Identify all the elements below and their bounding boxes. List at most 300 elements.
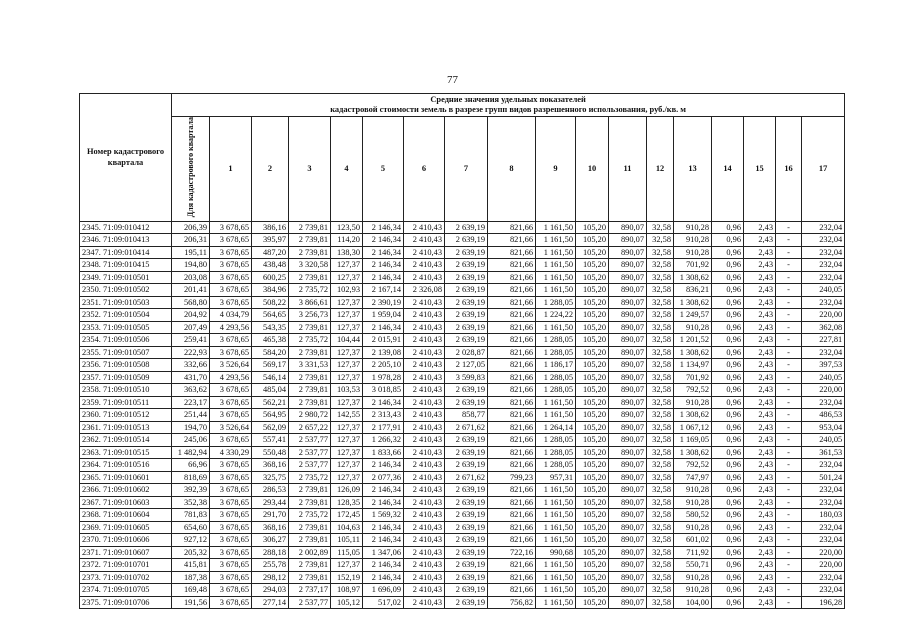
table-row — [80, 421, 845, 434]
table-cell: 600,25 — [252, 271, 289, 284]
table-cell: 126,09 — [331, 484, 363, 497]
table-cell: 2 146,34 — [363, 521, 404, 534]
table-row — [80, 246, 845, 259]
table-cell: 701,92 — [674, 259, 712, 272]
table-cell: 821,66 — [488, 496, 536, 509]
table-cell: 858,77 — [445, 409, 488, 422]
table-cell: 890,07 — [609, 309, 647, 322]
table-row — [80, 284, 845, 297]
table-cell: 259,41 — [172, 334, 210, 347]
table-cell: - — [776, 321, 802, 334]
table-cell: - — [776, 459, 802, 472]
table-cell: 2 657,22 — [289, 421, 331, 434]
table-cell: 2 739,81 — [289, 496, 331, 509]
table-cell: 2 537,77 — [289, 434, 331, 447]
table-cell: 32,58 — [647, 446, 674, 459]
table-cell: 32,58 — [647, 359, 674, 372]
header-col-15: 15 — [744, 117, 776, 222]
table-cell: 1 161,50 — [536, 321, 576, 334]
table-cell: 232,04 — [802, 221, 845, 234]
table-row — [80, 596, 845, 609]
table-cell: 0,96 — [712, 559, 744, 572]
table-cell: 747,97 — [674, 471, 712, 484]
table-cell: 2 205,10 — [363, 359, 404, 372]
table-cell: 2 639,19 — [445, 534, 488, 547]
table-cell: 890,07 — [609, 596, 647, 609]
table-cell: 910,28 — [674, 396, 712, 409]
table-cell: - — [776, 596, 802, 609]
table-cell: 821,66 — [488, 584, 536, 597]
table-cell: 890,07 — [609, 521, 647, 534]
table-cell: 2 410,43 — [404, 409, 445, 422]
table-cell: 0,96 — [712, 521, 744, 534]
table-cell: 232,04 — [802, 484, 845, 497]
table-cell: 3 678,65 — [210, 221, 252, 234]
table-cell: 105,20 — [576, 596, 609, 609]
table-cell: 105,20 — [576, 409, 609, 422]
table-cell: 2 410,43 — [404, 584, 445, 597]
table-cell: 821,66 — [488, 409, 536, 422]
table-cell: 232,04 — [802, 496, 845, 509]
table-cell: 2 639,19 — [445, 596, 488, 609]
table-cell: 108,97 — [331, 584, 363, 597]
table-cell: 114,20 — [331, 234, 363, 247]
table-row — [80, 559, 845, 572]
table-cell: 821,66 — [488, 334, 536, 347]
table-cell: - — [776, 271, 802, 284]
table-cell: 890,07 — [609, 496, 647, 509]
table-cell: 127,37 — [331, 434, 363, 447]
table-cell: 32,58 — [647, 271, 674, 284]
table-cell: 1 161,50 — [536, 559, 576, 572]
table-cell: 105,20 — [576, 446, 609, 459]
cell-quarter-id: 2374. 71:09:010705 — [80, 584, 172, 597]
table-cell: 127,37 — [331, 346, 363, 359]
table-cell: 240,05 — [802, 434, 845, 447]
table-cell: 223,17 — [172, 396, 210, 409]
table-cell: 568,80 — [172, 296, 210, 309]
table-cell: 0,96 — [712, 359, 744, 372]
table-cell: 821,66 — [488, 271, 536, 284]
table-cell: 392,39 — [172, 484, 210, 497]
header-col-10: 10 — [576, 117, 609, 222]
cell-quarter-id: 2349. 71:09:010501 — [80, 271, 172, 284]
cell-quarter-id: 2350. 71:09:010502 — [80, 284, 172, 297]
table-cell: 201,41 — [172, 284, 210, 297]
table-row — [80, 484, 845, 497]
table-cell: 0,96 — [712, 309, 744, 322]
table-cell: 3 678,65 — [210, 571, 252, 584]
table-cell: 415,81 — [172, 559, 210, 572]
table-cell: 2 410,43 — [404, 234, 445, 247]
table-cell: 890,07 — [609, 459, 647, 472]
table-row — [80, 334, 845, 347]
table-cell: - — [776, 384, 802, 397]
table-cell: 180,03 — [802, 509, 845, 522]
header-main — [172, 94, 845, 117]
table-cell: 890,07 — [609, 284, 647, 297]
table-row — [80, 471, 845, 484]
table-cell: 564,95 — [252, 409, 289, 422]
table-cell: 1 161,50 — [536, 396, 576, 409]
table-cell: 2 739,81 — [289, 396, 331, 409]
table-cell: 2 639,19 — [445, 434, 488, 447]
table-cell: 910,28 — [674, 484, 712, 497]
table-cell: 3 678,65 — [210, 434, 252, 447]
table-cell: 3 678,65 — [210, 334, 252, 347]
table-cell: 127,37 — [331, 321, 363, 334]
table-cell: 222,93 — [172, 346, 210, 359]
table-cell: 0,96 — [712, 321, 744, 334]
table-cell: 232,04 — [802, 234, 845, 247]
table-cell: - — [776, 309, 802, 322]
table-cell: 2,43 — [744, 346, 776, 359]
table-cell: 821,66 — [488, 534, 536, 547]
table-cell: 232,04 — [802, 521, 845, 534]
table-cell: 102,93 — [331, 284, 363, 297]
table-cell: 2 639,19 — [445, 546, 488, 559]
table-cell: - — [776, 571, 802, 584]
table-cell: 0,96 — [712, 334, 744, 347]
table-cell: 3 018,85 — [363, 384, 404, 397]
table-cell: 1 978,28 — [363, 371, 404, 384]
table-cell: 2 410,43 — [404, 421, 445, 434]
table-cell: 2 410,43 — [404, 359, 445, 372]
table-cell: 990,68 — [536, 546, 576, 559]
table-cell: 821,66 — [488, 384, 536, 397]
table-cell: 1 288,05 — [536, 334, 576, 347]
table-cell: 2 146,34 — [363, 459, 404, 472]
table-cell: 927,12 — [172, 534, 210, 547]
table-cell: - — [776, 434, 802, 447]
table-cell: 584,20 — [252, 346, 289, 359]
table-cell: 2 639,19 — [445, 284, 488, 297]
table-cell: 2 177,91 — [363, 421, 404, 434]
cell-quarter-id: 2345. 71:09:010412 — [80, 221, 172, 234]
table-cell: 821,66 — [488, 484, 536, 497]
table-cell: 397,53 — [802, 359, 845, 372]
table-cell: 232,04 — [802, 246, 845, 259]
table-cell: 105,20 — [576, 346, 609, 359]
table-cell: 105,20 — [576, 296, 609, 309]
table-cell: 2,43 — [744, 359, 776, 372]
table-cell: - — [776, 484, 802, 497]
table-cell: - — [776, 509, 802, 522]
table-cell: 3 678,65 — [210, 384, 252, 397]
table-cell: 220,00 — [802, 309, 845, 322]
table-cell: 2 146,34 — [363, 559, 404, 572]
table-cell: 821,66 — [488, 221, 536, 234]
table-cell: 104,00 — [674, 596, 712, 609]
table-cell: 2,43 — [744, 571, 776, 584]
table-cell: 105,20 — [576, 321, 609, 334]
header-main-line2: кадастровой стоимости земель в разрезе групп видов разрешенного использования, руб./кв. м — [330, 105, 687, 114]
table-cell: 0,96 — [712, 471, 744, 484]
table-cell: 562,21 — [252, 396, 289, 409]
cell-quarter-id: 2362. 71:09:010514 — [80, 434, 172, 447]
cell-quarter-id: 2367. 71:09:010603 — [80, 496, 172, 509]
table-cell: 232,04 — [802, 459, 845, 472]
table-cell: 2 410,43 — [404, 471, 445, 484]
cell-quarter-id: 2356. 71:09:010508 — [80, 359, 172, 372]
table-row — [80, 346, 845, 359]
table-cell: 2 410,43 — [404, 434, 445, 447]
header-col-13: 13 — [674, 117, 712, 222]
cell-quarter-id: 2346. 71:09:010413 — [80, 234, 172, 247]
table-cell: 2,43 — [744, 259, 776, 272]
table-cell: 0,96 — [712, 484, 744, 497]
table-cell: 191,56 — [172, 596, 210, 609]
header-col-3: 3 — [289, 117, 331, 222]
table-cell: 890,07 — [609, 321, 647, 334]
table-row — [80, 546, 845, 559]
table-cell: 2 639,19 — [445, 571, 488, 584]
table-cell: 3 678,65 — [210, 471, 252, 484]
table-cell: 0,96 — [712, 234, 744, 247]
table-cell: 910,28 — [674, 221, 712, 234]
table-cell: 890,07 — [609, 421, 647, 434]
table-cell: 3 320,58 — [289, 259, 331, 272]
table-cell: 3 678,65 — [210, 259, 252, 272]
table-cell: 2 146,34 — [363, 396, 404, 409]
table-cell: 2,43 — [744, 409, 776, 422]
table-cell: - — [776, 421, 802, 434]
table-cell: 277,14 — [252, 596, 289, 609]
table-cell: 127,37 — [331, 296, 363, 309]
table-cell: 821,66 — [488, 509, 536, 522]
table-cell: 2 639,19 — [445, 296, 488, 309]
table-cell: 123,50 — [331, 221, 363, 234]
table-cell: 821,66 — [488, 246, 536, 259]
table-cell: 105,20 — [576, 271, 609, 284]
table-row — [80, 459, 845, 472]
table-row — [80, 271, 845, 284]
table-cell: 104,44 — [331, 334, 363, 347]
table-cell: 508,22 — [252, 296, 289, 309]
table-cell: 368,16 — [252, 459, 289, 472]
table-cell: 187,38 — [172, 571, 210, 584]
table-cell: 220,00 — [802, 559, 845, 572]
table-cell: 127,37 — [331, 471, 363, 484]
table-cell: 127,37 — [331, 559, 363, 572]
table-cell: 362,08 — [802, 321, 845, 334]
table-cell: 1 161,50 — [536, 234, 576, 247]
table-cell: 1 569,32 — [363, 509, 404, 522]
table-cell: 32,58 — [647, 284, 674, 297]
table-cell: 127,37 — [331, 259, 363, 272]
table-cell: 0,96 — [712, 421, 744, 434]
table-cell: 2,43 — [744, 296, 776, 309]
table-cell: 562,09 — [252, 421, 289, 434]
table-cell: 792,52 — [674, 459, 712, 472]
table-cell: 2 028,87 — [445, 346, 488, 359]
table-cell: 32,58 — [647, 296, 674, 309]
table-cell: 701,92 — [674, 371, 712, 384]
table-cell: 1 161,50 — [536, 484, 576, 497]
table-cell: 3 678,65 — [210, 509, 252, 522]
table-cell: 890,07 — [609, 384, 647, 397]
table-cell: 2 739,81 — [289, 534, 331, 547]
table-cell: 2 146,34 — [363, 571, 404, 584]
table-cell: 1 696,09 — [363, 584, 404, 597]
table-cell: 105,20 — [576, 396, 609, 409]
table-cell: 127,37 — [331, 396, 363, 409]
table-cell: 1 959,04 — [363, 309, 404, 322]
table-cell: 32,58 — [647, 234, 674, 247]
table-cell: 1 347,06 — [363, 546, 404, 559]
table-cell: 142,55 — [331, 409, 363, 422]
table-cell: 2 639,19 — [445, 396, 488, 409]
table-cell: 3 678,65 — [210, 459, 252, 472]
table-cell: - — [776, 221, 802, 234]
header-row-label: Номер кадастрового квартала — [80, 94, 172, 222]
table-cell: 128,35 — [331, 496, 363, 509]
table-cell: 0,96 — [712, 396, 744, 409]
table-cell: 543,35 — [252, 321, 289, 334]
table-cell: - — [776, 471, 802, 484]
table-cell: 890,07 — [609, 534, 647, 547]
table-cell: 4 330,29 — [210, 446, 252, 459]
table-row — [80, 359, 845, 372]
table-cell: 0,96 — [712, 409, 744, 422]
table-cell: 1 161,50 — [536, 409, 576, 422]
table-cell: 32,58 — [647, 221, 674, 234]
table-cell: 2 739,81 — [289, 321, 331, 334]
table-cell: 105,20 — [576, 546, 609, 559]
table-cell: 232,04 — [802, 571, 845, 584]
table-cell: 910,28 — [674, 321, 712, 334]
table-row — [80, 221, 845, 234]
table-cell: 0,96 — [712, 584, 744, 597]
table-cell: 172,45 — [331, 509, 363, 522]
table-cell: 2,43 — [744, 496, 776, 509]
table-cell: 890,07 — [609, 271, 647, 284]
table-cell: 2 410,43 — [404, 559, 445, 572]
table-cell: 32,58 — [647, 534, 674, 547]
header-col-6: 6 — [404, 117, 445, 222]
table-cell: 2,43 — [744, 521, 776, 534]
table-cell: 232,04 — [802, 396, 845, 409]
table-cell: 105,20 — [576, 359, 609, 372]
table-cell: - — [776, 496, 802, 509]
table-cell: 2 410,43 — [404, 221, 445, 234]
table-cell: 2 639,19 — [445, 321, 488, 334]
table-cell: 105,20 — [576, 521, 609, 534]
cell-quarter-id: 2357. 71:09:010509 — [80, 371, 172, 384]
table-cell: 821,66 — [488, 284, 536, 297]
table-row — [80, 296, 845, 309]
table-cell: 890,07 — [609, 259, 647, 272]
table-cell: 32,58 — [647, 459, 674, 472]
table-cell: 0,96 — [712, 434, 744, 447]
table-cell: 0,96 — [712, 271, 744, 284]
table-cell: 105,20 — [576, 234, 609, 247]
table-cell: 32,58 — [647, 521, 674, 534]
table-cell: 288,18 — [252, 546, 289, 559]
table-cell: 105,20 — [576, 259, 609, 272]
table-cell: 3 678,65 — [210, 234, 252, 247]
table-cell: 194,70 — [172, 421, 210, 434]
table-cell: 32,58 — [647, 321, 674, 334]
table-cell: 821,66 — [488, 434, 536, 447]
table-cell: 821,66 — [488, 346, 536, 359]
table-cell: 1 308,62 — [674, 409, 712, 422]
table-cell: 2 146,34 — [363, 246, 404, 259]
table-cell: 2,43 — [744, 546, 776, 559]
table-cell: 0,96 — [712, 384, 744, 397]
cell-quarter-id: 2369. 71:09:010605 — [80, 521, 172, 534]
table-cell: 2 410,43 — [404, 496, 445, 509]
table-cell: 105,20 — [576, 496, 609, 509]
table-cell: 0,96 — [712, 459, 744, 472]
table-cell: 2 410,43 — [404, 546, 445, 559]
table-cell: 2,43 — [744, 509, 776, 522]
table-cell: 2 326,08 — [404, 284, 445, 297]
table-cell: 32,58 — [647, 559, 674, 572]
table-cell: 0,96 — [712, 534, 744, 547]
cell-quarter-id: 2353. 71:09:010505 — [80, 321, 172, 334]
table-cell: 564,65 — [252, 309, 289, 322]
table-cell: 2 410,43 — [404, 534, 445, 547]
table-cell: 0,96 — [712, 509, 744, 522]
table-cell: 105,20 — [576, 384, 609, 397]
table-cell: 2 146,34 — [363, 221, 404, 234]
table-cell: 2,43 — [744, 271, 776, 284]
table-cell: 0,96 — [712, 221, 744, 234]
table-cell: 2 639,19 — [445, 459, 488, 472]
table-cell: 2,43 — [744, 221, 776, 234]
header-col-2: 2 — [252, 117, 289, 222]
table-cell: - — [776, 259, 802, 272]
table-cell: 0,96 — [712, 296, 744, 309]
table-row — [80, 434, 845, 447]
table-cell: 32,58 — [647, 509, 674, 522]
table-cell: 890,07 — [609, 571, 647, 584]
table-cell: 3 678,65 — [210, 296, 252, 309]
table-cell: 1 201,52 — [674, 334, 712, 347]
table-cell: 0,96 — [712, 596, 744, 609]
header-col-9: 9 — [536, 117, 576, 222]
table-cell: 2 739,81 — [289, 346, 331, 359]
table-cell: 127,37 — [331, 421, 363, 434]
cell-quarter-id: 2370. 71:09:010606 — [80, 534, 172, 547]
table-cell: 2 639,19 — [445, 509, 488, 522]
table-cell: 1 308,62 — [674, 296, 712, 309]
table-cell: 3 678,65 — [210, 584, 252, 597]
table-cell: 2,43 — [744, 321, 776, 334]
header-column-numbers — [80, 117, 845, 222]
table-cell: 821,66 — [488, 309, 536, 322]
table-cell: 115,05 — [331, 546, 363, 559]
table-cell: 227,81 — [802, 334, 845, 347]
table-cell: 821,66 — [488, 571, 536, 584]
table-cell: 32,58 — [647, 259, 674, 272]
table-cell: 1 288,05 — [536, 296, 576, 309]
table-cell: 0,96 — [712, 346, 744, 359]
table-cell: 294,03 — [252, 584, 289, 597]
table-cell: 2,43 — [744, 309, 776, 322]
header-col-11: 11 — [609, 117, 647, 222]
table-cell: 438,48 — [252, 259, 289, 272]
cell-quarter-id: 2352. 71:09:010504 — [80, 309, 172, 322]
table-cell: 1 249,57 — [674, 309, 712, 322]
table-cell: 957,31 — [536, 471, 576, 484]
table-cell: 386,16 — [252, 221, 289, 234]
table-cell: 232,04 — [802, 296, 845, 309]
table-cell: 2 537,77 — [289, 459, 331, 472]
table-cell: 890,07 — [609, 371, 647, 384]
table-row — [80, 309, 845, 322]
